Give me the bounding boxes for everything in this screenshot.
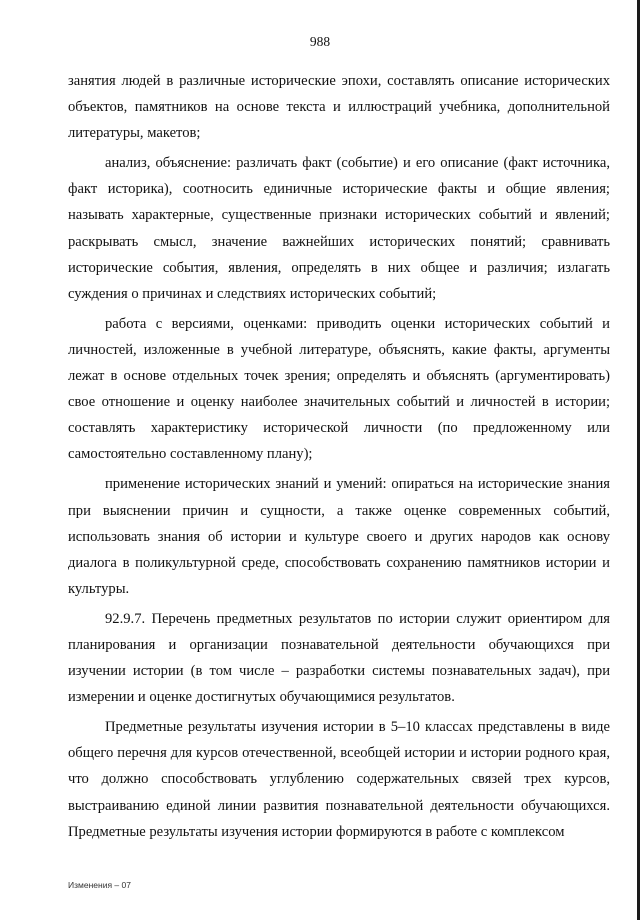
footer-changes-note: Изменения – 07	[68, 880, 131, 890]
paragraph-92-9-7: 92.9.7. Перечень предметных результатов по истории служит ориентиром для планирования и организации познавательной деятельности обучающихся при изучении истории (в том числе – разработки системы познавательных задач), при измерении и оценке достигнутых обучающимися результатов.	[68, 610, 610, 706]
paragraph-subject-results: Предметные результаты изучения истории в 5–10 классах представлены в виде общего перечня для курсов отечественной, всеобщей истории и истории родного края, что должно способствовать углублению содержательных связей трех курсов, выстраиванию единой линии развития познавательной деятельности обучающихся. Предметные результаты изучения истории формируются в работе с комплексом	[68, 719, 610, 840]
paragraph-continuation: занятия людей в различные исторические эпохи, составлять описание исторических объектов, памятников на основе текста и иллюстраций учебника, дополнительной литературы, макетов;	[68, 73, 610, 142]
page-number: 988	[309, 34, 331, 49]
document-body	[68, 68, 610, 845]
paragraph-analysis: анализ, объяснение: различать факт (событие) и его описание (факт источника, факт историка), соотносить единичные исторические факты и общие явления; называть характерные, существенные признаки исторических событий и явлений; раскрывать смысл, значение важнейших исторических понятий; сравнивать исторические события, явления, определять в них общее и различия; излагать суждения о причинах и следствиях исторических событий;	[68, 155, 610, 302]
paragraph-versions: работа с версиями, оценками: приводить оценки исторических событий и личностей, изложенные в учебной литературе, объяснять, какие факты, аргументы лежат в основе отдельных точек зрения; определять и объяснять (аргументировать) свое отношение и оценку наиболее значительных событий и личностей в истории; составлять характеристику исторической личности (по предложенному или самостоятельно составленному плану);	[68, 315, 610, 463]
paragraph-application: применение исторических знаний и умений: опираться на исторические знания при выяснении причин и сущности, а также оценке современных событий, использовать знания об истории и культуре своего и других народов как основу диалога в поликультурной среде, способствовать сохранению памятников истории и культуры.	[68, 476, 610, 597]
